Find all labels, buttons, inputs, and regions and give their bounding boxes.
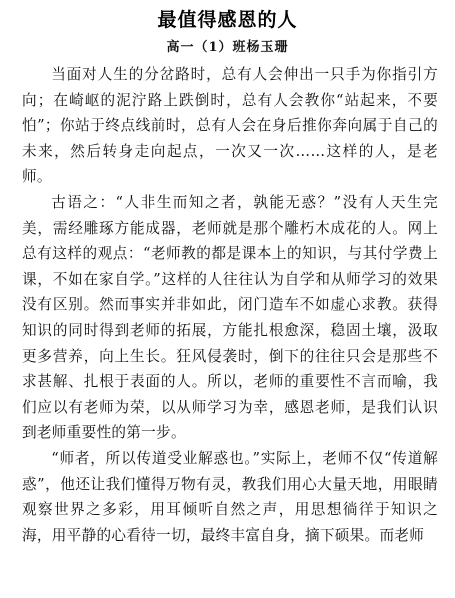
essay-title: 最值得感恩的人 (157, 9, 298, 31)
paragraph-3: “师者，所以传道受业解惑也。”实际上，老师不仅“传道解惑”，他还让我们懂得万物有灵，教我们用心大量天地，用眼睛观察世界之多彩，用耳倾听自然之声，用思想徜徉于知识之海，用平静的心看待一切，最终丰富自身，摘下硕果。而老师 (22, 449, 438, 544)
essay-body (22, 62, 438, 548)
author-byline: 高一（1）班杨玉珊 (166, 40, 289, 55)
paragraph-2: 古语之：“人非生而知之者，孰能无惑？”没有人天生完美，需经雕琢方能成器，老师就是那个雕朽木成花的人。网上总有这样的观点：“老师教的都是课本上的知识，与其付学费上课，不如在家自学。”这样的人往往认为自学和从师学习的效果没有区别。然而事实并非如此，闭门造车不如虚心求教。获得知识的同时得到老师的拓展，方能扎根愈深，稳固土壤，汲取更多营养，向上生长。狂风侵袭时，倒下的往往只会是那些不求甚解、扎根于表面的人。所以，老师的重要性不言而喻，我们应以有老师为荣，以从师学习为幸，感恩老师，是我们认识到老师重要性的第一步。 (22, 193, 438, 442)
paragraph-1: 当面对人生的分岔路时，总有人会伸出一只手为你指引方向；在崎岖的泥泞路上跌倒时，总有人会教你“站起来，不要怕”；你站于终点线前时，总有人会在身后推你奔向属于自己的未来，然后转身走向起点，一次又一次……这样的人，是老师。 (22, 66, 438, 186)
